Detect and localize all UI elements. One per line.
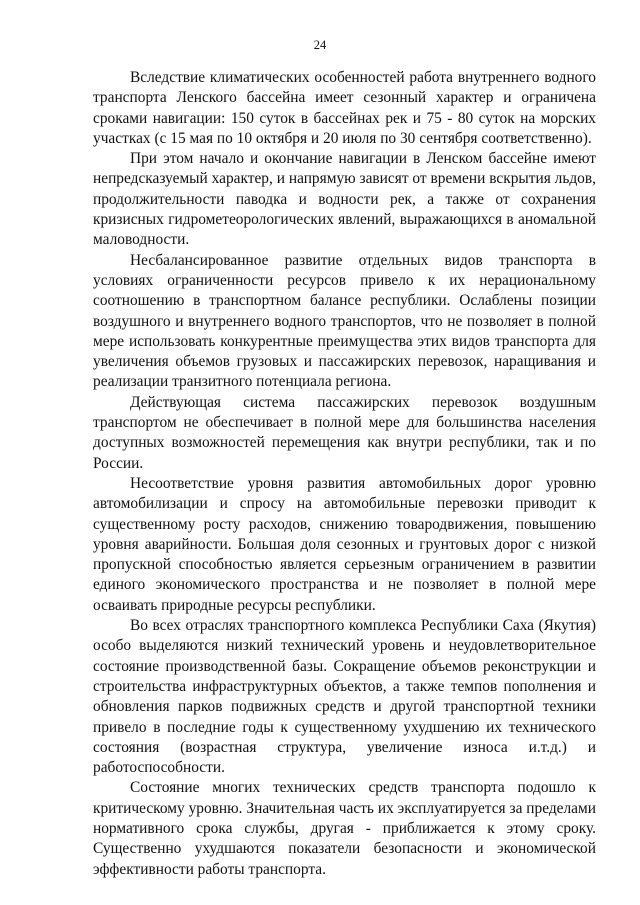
paragraph-air-passenger-transport: Действующая система пассажирских перевозок воздушным транспортом не обеспечивает в полной мере для большинства населения доступных возможностей перемещения как внутри республики, так и по России. [93, 393, 596, 472]
paragraph-navigation-seasonality: Вследствие климатических особенностей работа внутреннего водного транспорта Ленского бассейна имеет сезонный характер и ограничена сроками навигации: 150 суток в бассейнах рек и 75 - 80 суток на морских участках (с 15 мая по 10 октября и 20 июля по 30 сентября соответственно). [93, 69, 596, 147]
body-text [93, 68, 596, 880]
paragraph-technical-level: Во всех отраслях транспортного комплекса Республики Саха (Якутия) особо выделяются низкий технический уровень и неудовлетворительное состояние производственной базы. Сокращение объемов реконструкции и строительства инфраструктурных объектов, а также темпов пополнения и обновления парков подвижных средств и другой транспортной техники привело в последние годы к существенному ухудшению их технического состояния (возрастная структура, увеличение износа и.т.д.) и работоспособности. [93, 617, 596, 777]
paragraph-navigation-unpredictability: При этом начало и окончание навигации в Ленском бассейне имеют непредсказуемый характер, и напрямую зависят от времени вскрытия льдов, продолжительности паводка и водности рек, а также от сохранения кризисных гидрометеорологических явлений, выражающихся в аномальной маловодности. [93, 150, 596, 249]
paragraph-vehicle-condition: Состояние многих технических средств транспорта подошло к критическому уровню. Значительная часть их эксплуатируется за пределами нормативного срока службы, другая - приближается к этому сроку. Существенно ухудшаются показатели безопасности и экономической эффективности работы транспорта. [93, 779, 596, 878]
paragraph-unbalanced-development: Несбалансированное развитие отдельных видов транспорта в условиях ограниченности ресурсов привело к их нерациональному соотношению в транспортном балансе республики. Ослаблены позиции воздушного и внутреннего водного транспортов, что не позволяет в полной мере использовать конкурентные преимущества этих видов транспорта для увеличения объемов грузовых и пассажирских перевозок, наращивания и реализации транзитного потенциала региона. [93, 251, 596, 391]
page-number: 24 [313, 38, 327, 52]
paragraph-road-development: Несоответствие уровня развития автомобильных дорог уровню автомобилизации и спросу на автомобильные перевозки приводит к существенному росту расходов, снижению товародвижения, повышению уровня аварийности. Большая доля сезонных и грунтовых дорог с низкой пропускной способностью является серьезным ограничением в развитии единого экономического пространства и не позволяет в полной мере осваивать природные ресурсы республики. [93, 474, 596, 614]
